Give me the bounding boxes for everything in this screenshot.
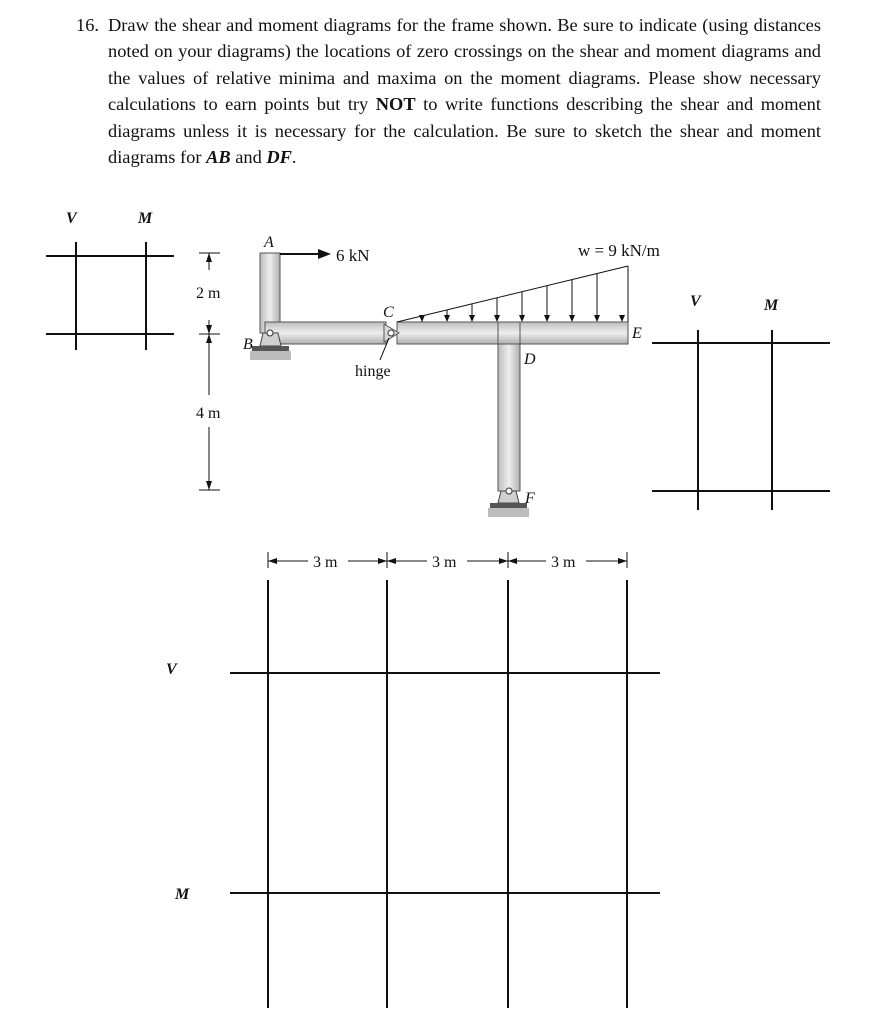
member-ab-label: AB xyxy=(206,147,231,168)
support-f xyxy=(488,488,529,517)
bottom-grid-m-label: M xyxy=(175,886,190,903)
dimension-3m-2: 3 m xyxy=(432,554,457,571)
problem-text-part1: Draw the shear and moment diagrams for the frame shown. Be sure to indicate (using distances noted on your diagrams) the locations of zero crossings on the shear and moment diagrams and the values of relative minima and maxima on the moment diagrams. Please show necessary calculations to earn points but try xyxy=(108,15,821,115)
distributed-load xyxy=(397,266,628,322)
problem-text-part2: to write functions describing the shear and moment diagrams unless it is necessary for the calculation. Be sure to sketch the shear and moment diagrams for xyxy=(108,94,821,168)
dimension-4m: 4 m xyxy=(196,405,221,422)
member-bc xyxy=(265,322,386,344)
member-ab xyxy=(260,253,280,333)
left-grid-m-label: M xyxy=(138,210,153,227)
problem-not-emphasis: NOT xyxy=(375,94,416,115)
problem-text-and: and xyxy=(230,147,267,168)
problem-text-end: . xyxy=(291,147,297,168)
left-vm-grid[interactable] xyxy=(46,242,174,350)
problem-number: 16. xyxy=(76,15,99,35)
point-a-label: A xyxy=(264,234,274,251)
point-d-label: D xyxy=(524,351,536,368)
point-load-arrow xyxy=(280,249,331,259)
point-b-label: B xyxy=(243,336,253,353)
right-vm-grid[interactable] xyxy=(652,330,830,510)
dimension-2m: 2 m xyxy=(196,285,221,302)
bottom-grid-v-label: V xyxy=(166,661,177,678)
member-df xyxy=(498,344,520,491)
point-load-label: 6 kN xyxy=(336,246,370,265)
member-ce xyxy=(397,322,628,344)
point-f-label: F xyxy=(525,490,535,507)
distributed-load-arrowheads xyxy=(419,315,625,322)
right-grid-v-label: V xyxy=(690,293,701,310)
right-grid-m-label: M xyxy=(764,297,779,314)
dimension-3m-1: 3 m xyxy=(313,554,338,571)
point-c-label: C xyxy=(383,304,394,321)
distributed-load-label: w = 9 kN/m xyxy=(578,241,660,260)
bottom-vm-grid[interactable] xyxy=(230,580,660,1008)
member-df-label: DF xyxy=(266,147,292,168)
point-e-label: E xyxy=(632,325,642,342)
left-grid-v-label: V xyxy=(66,210,77,227)
dimension-3m-3: 3 m xyxy=(551,554,576,571)
hinge-label: hinge xyxy=(355,363,391,380)
